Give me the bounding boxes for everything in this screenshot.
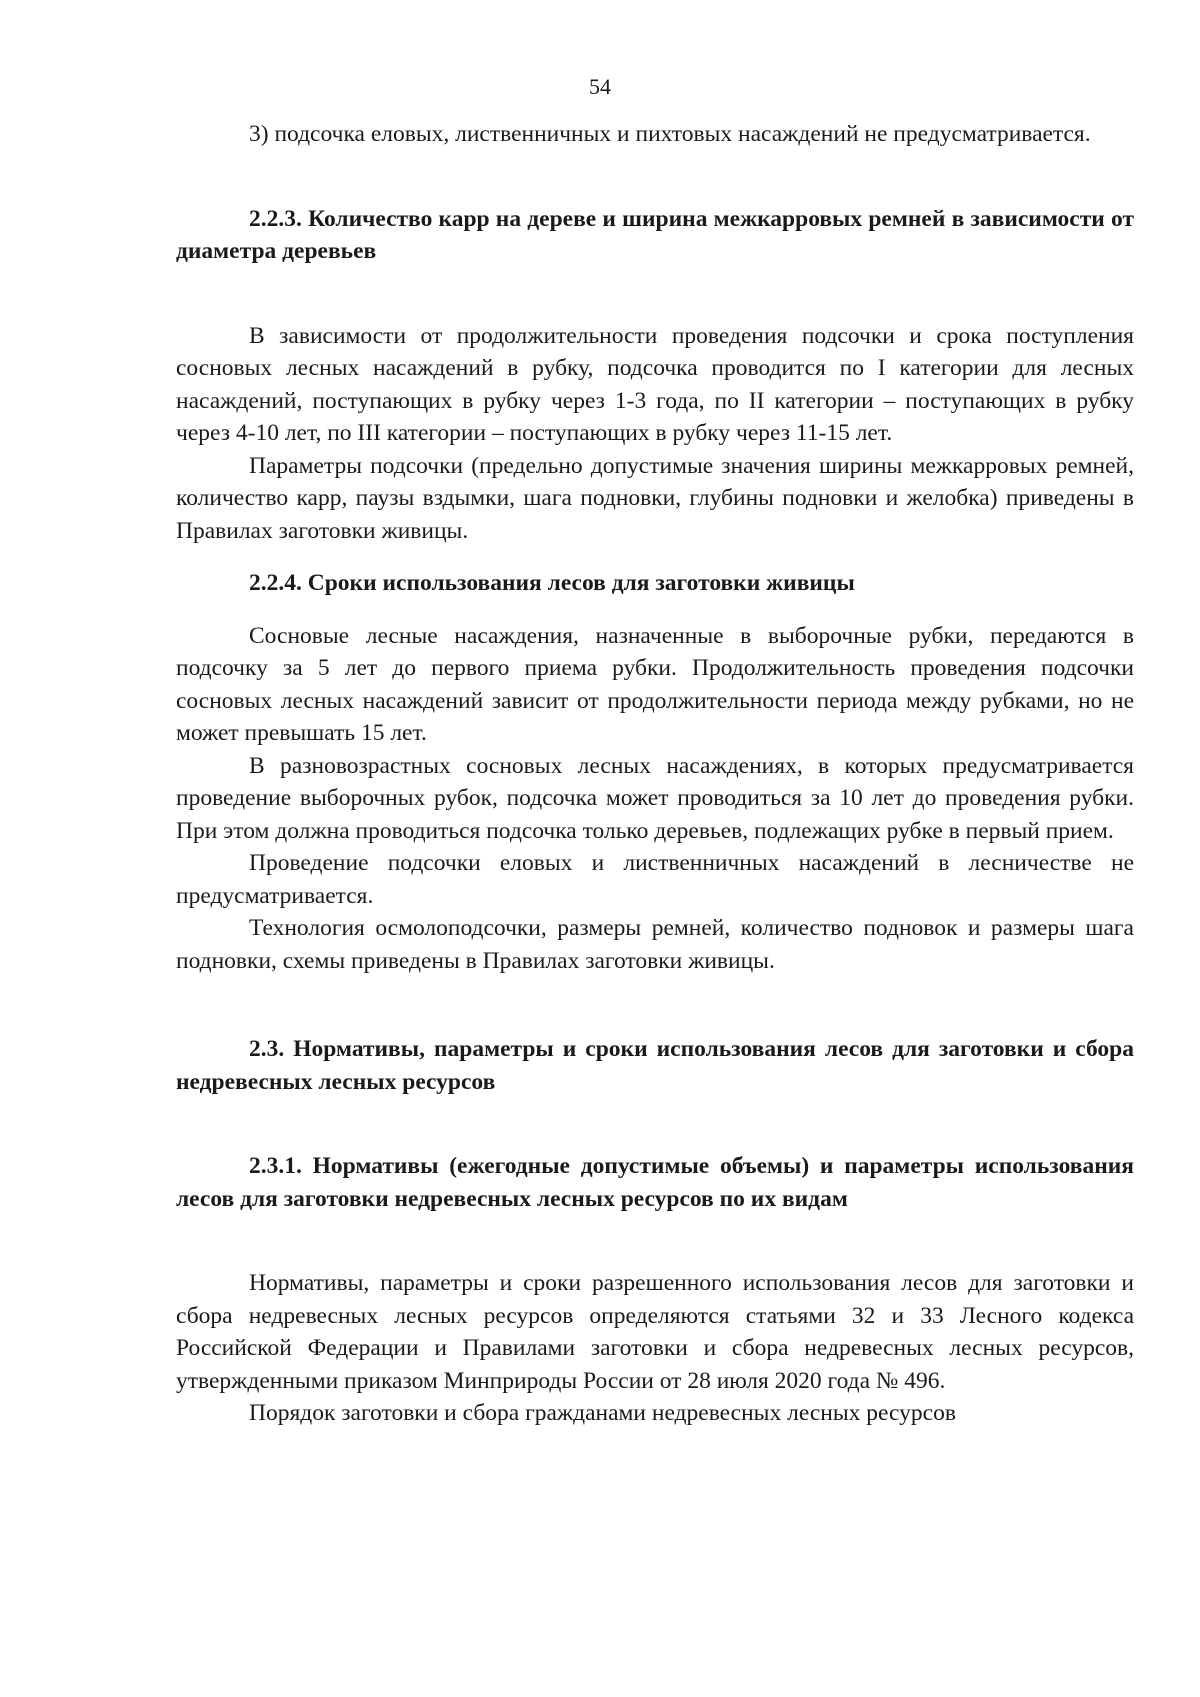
heading-2-3-1: 2.3.1. Нормативы (ежегодные допустимые объемы) и параметры использования лесов для заготовки недревесных лесных ресурсов по их видам [176, 1153, 1134, 1212]
heading-2-2-4: 2.2.4. Сроки использования лесов для заготовки живицы [249, 570, 855, 596]
paragraph-norms: Нормативы, параметры и сроки разрешенного использования лесов для заготовки и сбора недревесных лесных ресурсов определяются статьями 32 и 33 Лесного кодекса Российской Федерации и Правилами заготовки и сбора недревесных лесных ресурсов, утвержденными приказом Минприроды России от 28 июля 2020 года № 496. [176, 1270, 1134, 1394]
paragraph-procedure: Порядок заготовки и сбора гражданами недревесных лесных ресурсов [249, 1400, 956, 1426]
paragraph-technology: Технология осмолоподсочки, размеры ремней, количество подновок и размеры шага подновки, схемы приведены в Правилах заготовки живицы. [176, 915, 1134, 974]
paragraph-uneven-aged: В разновозрастных сосновых лесных насаждениях, в которых предусматривается проведение выборочных рубок, подсочка может проводиться за 10 лет до проведения рубки. При этом должна проводиться подсочка только деревьев, подлежащих рубке в первый прием. [176, 752, 1134, 844]
heading-2-3: 2.3. Нормативы, параметры и сроки использования лесов для заготовки и сбора недревесных лесных ресурсов [176, 1036, 1134, 1095]
page-number: 54 [589, 74, 611, 99]
paragraph-pine-stands: Сосновые лесные насаждения, назначенные в выборочные рубки, передаются в подсочку за 5 лет до первого приема рубки. Продолжительность проведения подсочки сосновых лесных насаждений зависит от продолжительности периода между рубками, но не может превышать 15 лет. [176, 622, 1134, 746]
heading-2-2-3: 2.2.3. Количество карр на дереве и ширина межкарровых ремней в зависимости от диаметра деревьев [176, 205, 1134, 264]
paragraph-list-item-3: 3) подсочка еловых, лиственничных и пихтовых насаждений не предусматривается. [249, 121, 1091, 147]
paragraph-spruce-larch: Проведение подсочки еловых и лиственничных насаждений в лесничестве не предусматривается. [176, 850, 1134, 909]
page-content [176, 118, 1134, 1430]
paragraph-categories: В зависимости от продолжительности проведения подсочки и срока поступления сосновых лесных насаждений в рубку, подсочка проводится по I категории для лесных насаждений, поступающих в рубку через 1-3 года, по II категории – поступающих в рубку через 4-10 лет, по III категории – поступающих в рубку через 11-15 лет. [176, 322, 1134, 446]
paragraph-parameters: Параметры подсочки (предельно допустимые значения ширины межкарровых ремней, количество карр, паузы вздымки, шага подновки, глубины подновки и желобка) приведены в Правилах заготовки живицы. [176, 452, 1134, 544]
